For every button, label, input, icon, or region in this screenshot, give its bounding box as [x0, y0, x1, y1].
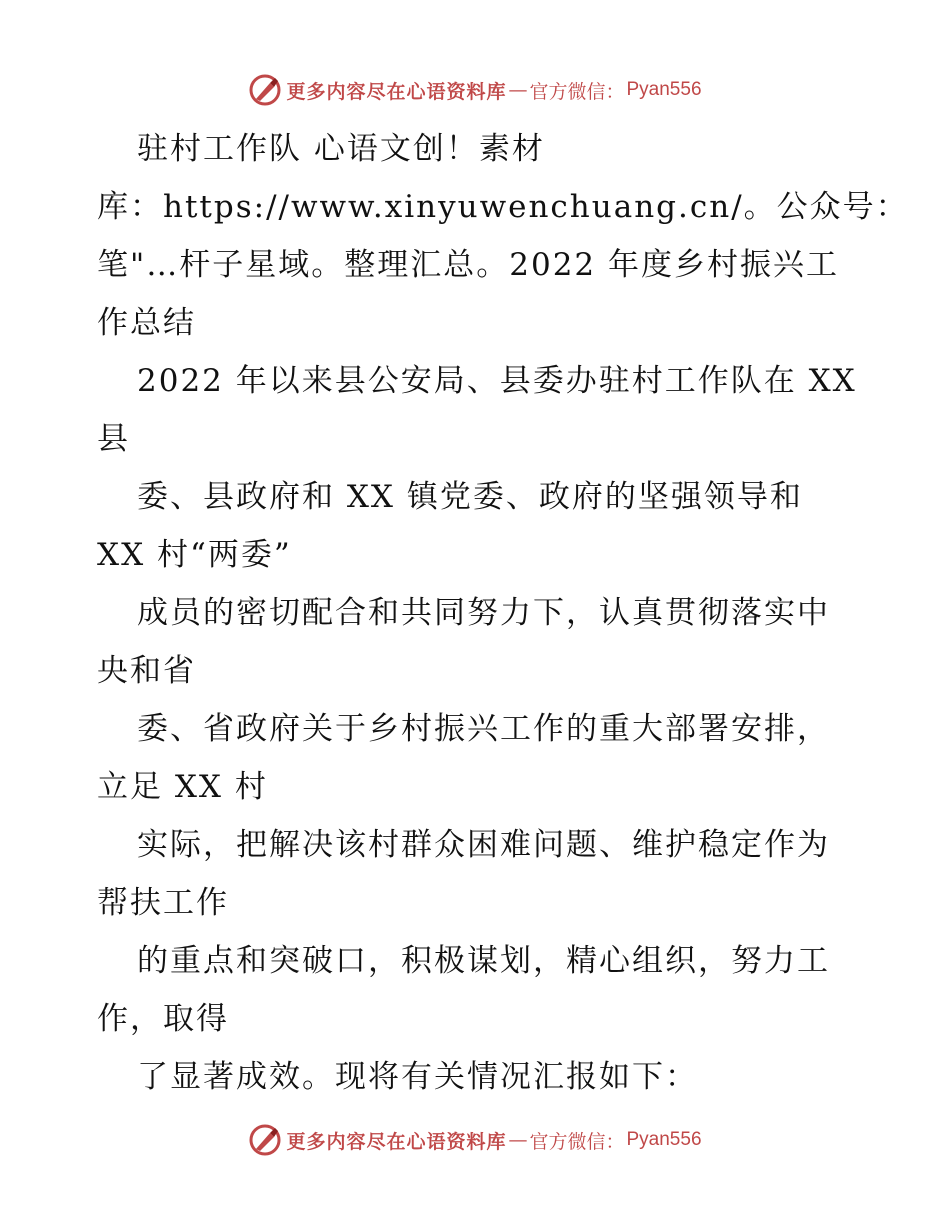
footer-banner [0, 1120, 950, 1160]
body-line: XX 村“两委” [97, 537, 292, 573]
body-line: 库：https://www.xinyuwenchuang.cn/。公众号： [97, 189, 909, 225]
banner-wechat-id: Pyan556 [626, 1129, 702, 1150]
body-line: 委、省政府关于乡村振兴工作的重大部署安排， [137, 711, 830, 747]
body-line: 2022 年以来县公安局、县委办驻村工作队在 XX [137, 363, 857, 399]
document-body [97, 120, 909, 1106]
pen-logo-icon [248, 73, 282, 107]
banner-dash: — [508, 1129, 528, 1151]
pen-logo-icon [248, 1123, 282, 1157]
body-line: 了显著成效。现将有关情况汇报如下： [137, 1059, 698, 1095]
banner-wechat-id: Pyan556 [626, 79, 702, 100]
banner-official-label: 官方微信： [529, 80, 625, 103]
body-line: 的重点和突破口，积极谋划，精心组织，努力工 [137, 943, 830, 979]
body-line: 县 [97, 421, 130, 457]
body-line: 成员的密切配合和共同努力下，认真贯彻落实中 [137, 595, 830, 631]
body-line: 委、县政府和 XX 镇党委、政府的坚强领导和 [137, 479, 803, 515]
body-line: 实际，把解决该村群众困难问题、维护稳定作为 [137, 827, 830, 863]
banner-title: 更多内容尽在心语资料库 [286, 80, 507, 103]
body-line: 驻村工作队 心语文创！素材 [137, 131, 545, 167]
body-line: 笔"…杆子星域。整理汇总。2022 年度乡村振兴工 [97, 247, 840, 283]
body-line: 央和省 [97, 653, 196, 689]
body-line: 立足 XX 村 [97, 769, 268, 805]
banner-dash: — [508, 79, 528, 101]
banner-official-label: 官方微信： [529, 1130, 625, 1153]
body-line: 帮扶工作 [97, 885, 229, 921]
header-banner [0, 70, 950, 110]
body-line: 作，取得 [97, 1001, 229, 1037]
body-line: 作总结 [97, 305, 196, 341]
banner-title: 更多内容尽在心语资料库 [286, 1130, 507, 1153]
